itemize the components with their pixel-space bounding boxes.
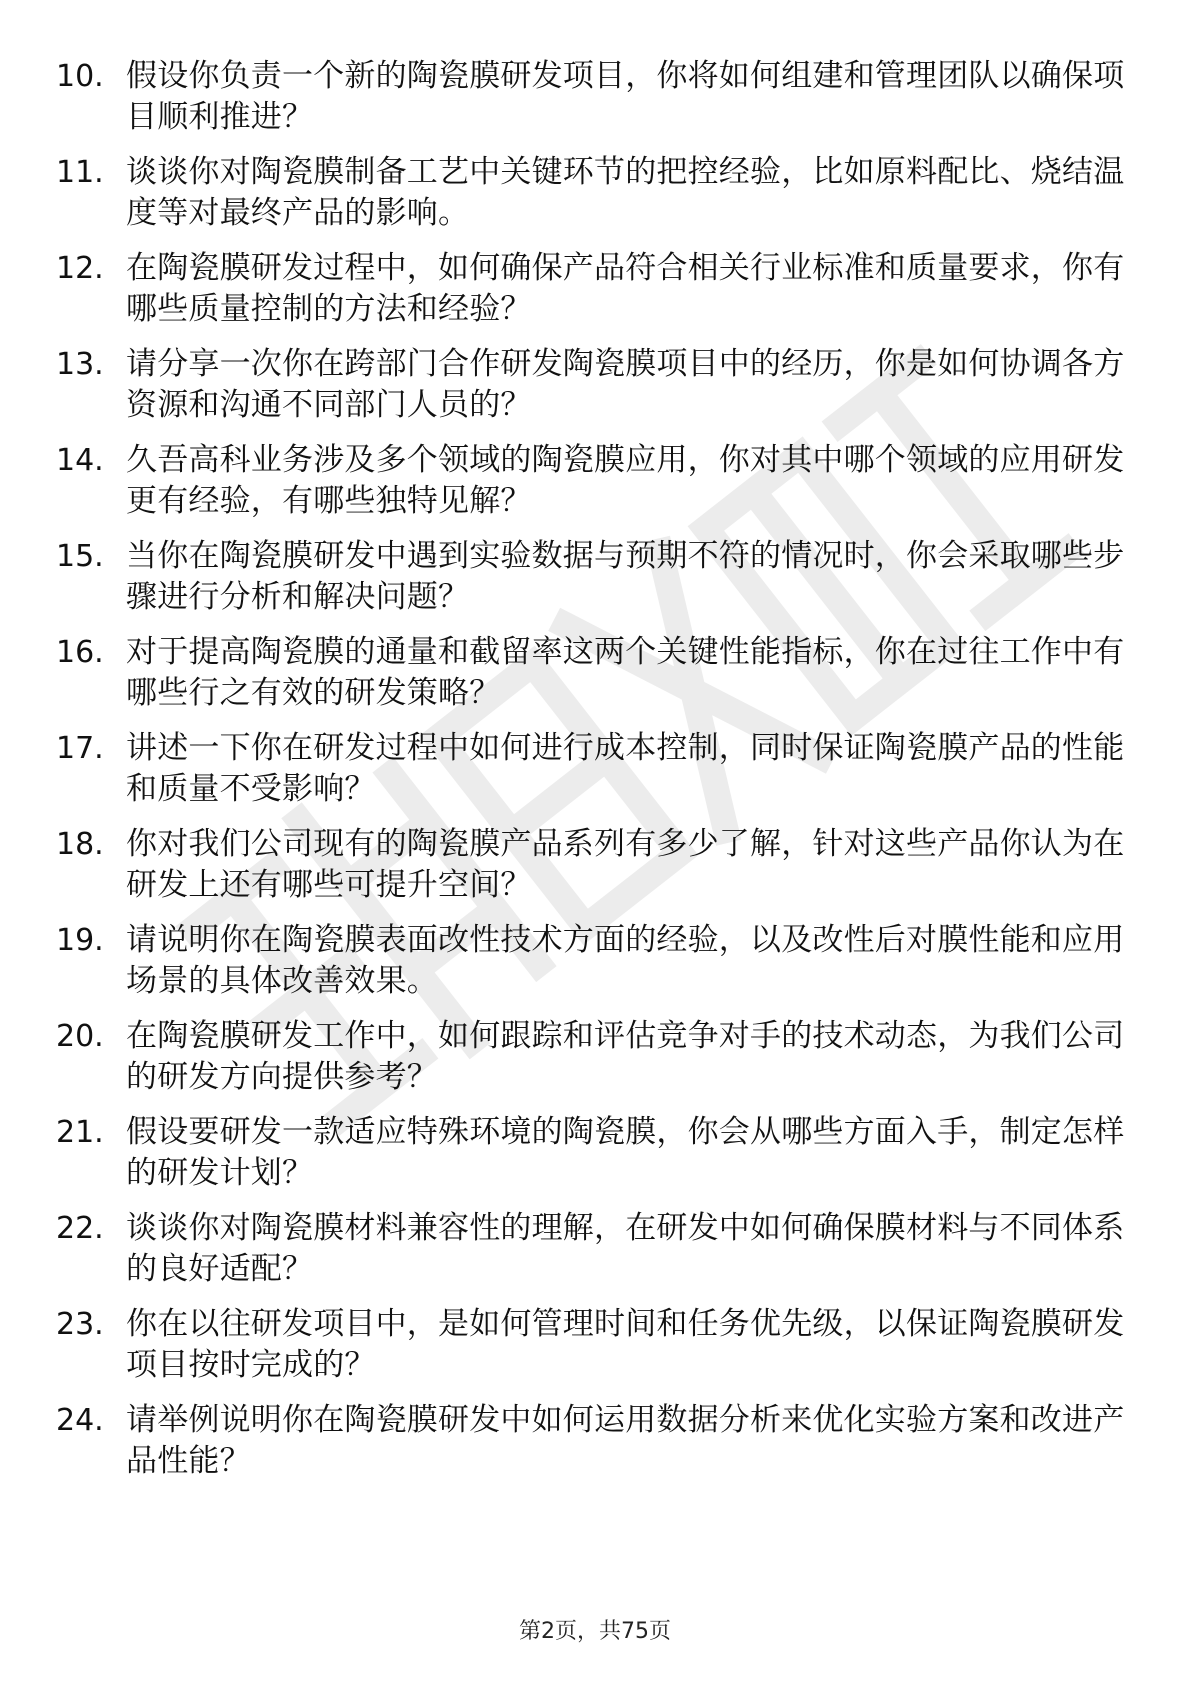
- question-item: [0, 1208, 1190, 1304]
- question-item: [0, 824, 1190, 920]
- question-text: 谈谈你对陶瓷膜材料兼容性的理解，在研发中如何确保膜材料与不同体系的良好适配？: [126, 1210, 1125, 1287]
- question-number: 10.: [56, 59, 104, 94]
- question-number: 18.: [56, 827, 104, 862]
- question-text: 请说明你在陶瓷膜表面改性技术方面的经验，以及改性后对膜性能和应用场景的具体改善效果。: [126, 922, 1125, 999]
- question-list: [0, 56, 1190, 1496]
- question-item: [0, 920, 1190, 1016]
- question-text: 请举例说明你在陶瓷膜研发中如何运用数据分析来优化实验方案和改进产品性能？: [126, 1402, 1125, 1479]
- question-number: 13.: [56, 347, 104, 382]
- question-number: 14.: [56, 443, 104, 478]
- question-text: 在陶瓷膜研发过程中，如何确保产品符合相关行业标准和质量要求，你有哪些质量控制的方法和经验？: [126, 250, 1125, 327]
- question-item: [0, 1016, 1190, 1112]
- question-text: 假设要研发一款适应特殊环境的陶瓷膜，你会从哪些方面入手，制定怎样的研发计划？: [126, 1114, 1125, 1191]
- question-item: [0, 536, 1190, 632]
- question-item: [0, 728, 1190, 824]
- question-item: [0, 632, 1190, 728]
- question-number: 11.: [56, 155, 104, 190]
- question-item: [0, 440, 1190, 536]
- question-text: 请分享一次你在跨部门合作研发陶瓷膜项目中的经历，你是如何协调各方资源和沟通不同部门人员的？: [126, 346, 1125, 423]
- question-number: 21.: [56, 1115, 104, 1150]
- question-item: [0, 56, 1190, 152]
- question-item: [0, 1304, 1190, 1400]
- question-text: 讲述一下你在研发过程中如何进行成本控制，同时保证陶瓷膜产品的性能和质量不受影响？: [126, 730, 1125, 807]
- question-text: 假设你负责一个新的陶瓷膜研发项目，你将如何组建和管理团队以确保项目顺利推进？: [126, 58, 1125, 135]
- question-number: 20.: [56, 1019, 104, 1054]
- question-item: [0, 344, 1190, 440]
- question-text: 久吾高科业务涉及多个领域的陶瓷膜应用，你对其中哪个领域的应用研发更有经验，有哪些独特见解？: [126, 442, 1125, 519]
- question-item: [0, 248, 1190, 344]
- question-text: 谈谈你对陶瓷膜制备工艺中关键环节的把控经验，比如原料配比、烧结温度等对最终产品的影响。: [126, 154, 1125, 231]
- question-text: 你对我们公司现有的陶瓷膜产品系列有多少了解，针对这些产品你认为在研发上还有哪些可提升空间？: [126, 826, 1125, 903]
- question-number: 23.: [56, 1307, 104, 1342]
- question-number: 17.: [56, 731, 104, 766]
- question-number: 15.: [56, 539, 104, 574]
- question-item: [0, 152, 1190, 248]
- question-number: 16.: [56, 635, 104, 670]
- question-number: 22.: [56, 1211, 104, 1246]
- question-text: 当你在陶瓷膜研发中遇到实验数据与预期不符的情况时，你会采取哪些步骤进行分析和解决问题？: [126, 538, 1125, 615]
- question-number: 12.: [56, 251, 104, 286]
- question-text: 对于提高陶瓷膜的通量和截留率这两个关键性能指标，你在过往工作中有哪些行之有效的研发策略？: [126, 634, 1125, 711]
- question-text: 在陶瓷膜研发工作中，如何跟踪和评估竞争对手的技术动态，为我们公司的研发方向提供参考？: [126, 1018, 1125, 1095]
- question-number: 19.: [56, 923, 104, 958]
- question-item: [0, 1400, 1190, 1496]
- page-footer: 第2页，共75页: [519, 1619, 671, 1644]
- question-item: [0, 1112, 1190, 1208]
- question-text: 你在以往研发项目中，是如何管理时间和任务优先级，以保证陶瓷膜研发项目按时完成的？: [126, 1306, 1125, 1383]
- question-number: 24.: [56, 1403, 104, 1438]
